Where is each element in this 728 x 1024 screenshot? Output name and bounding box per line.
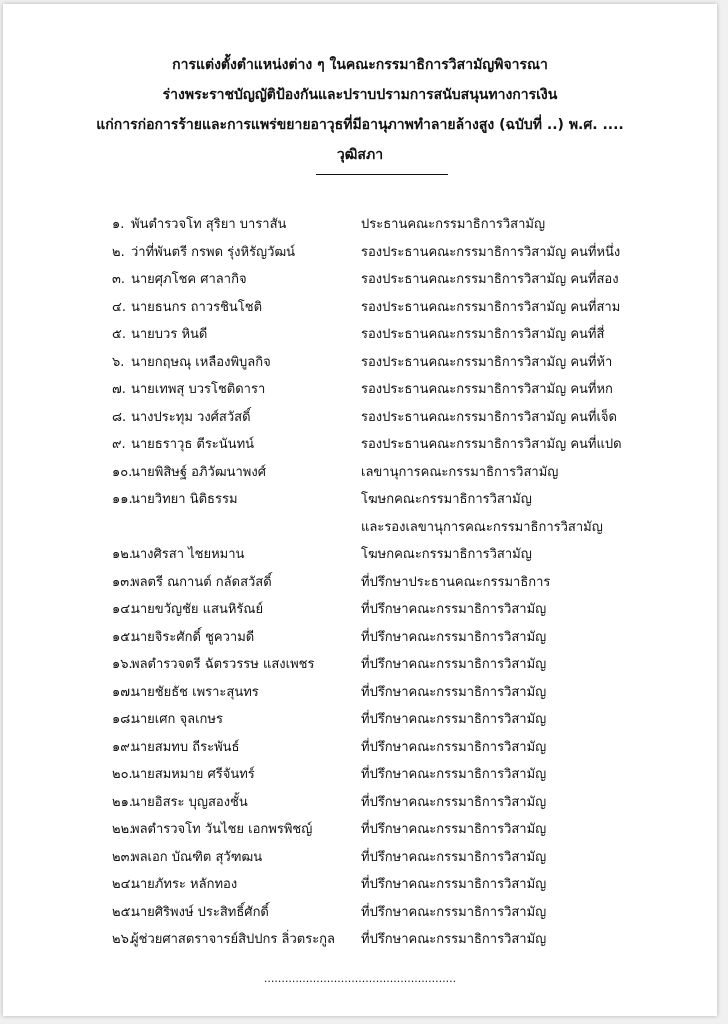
title-line-3: แก่การก่อการร้ายและการแพร่ขยายอาวุธที่มีอานุภาพทำลายล้างสูง (ฉบับที่ ..) พ.ศ. .... bbox=[96, 117, 624, 133]
member-number: ๑. bbox=[112, 217, 125, 232]
member-name: นางประทุม วงศ์สวัสดิ์ bbox=[131, 409, 251, 425]
member-name: นายเศก จุลเกษร bbox=[131, 712, 223, 727]
member-name: นายอิสระ บุญสองชั้น bbox=[131, 794, 248, 810]
member-name: นายเทพสุ บวรโชติดารา bbox=[131, 382, 266, 397]
member-row bbox=[3, 761, 717, 789]
member-row bbox=[3, 376, 717, 404]
member-number: ๑๗. bbox=[112, 684, 135, 700]
member-number: ๑๓. bbox=[112, 574, 134, 590]
member-name: นายภัทระ หลักทอง bbox=[131, 877, 238, 892]
member-row bbox=[3, 266, 717, 294]
member-name: นางศิรสา ไชยหมาน bbox=[131, 547, 245, 562]
member-row bbox=[3, 789, 717, 817]
member-row bbox=[3, 624, 717, 652]
member-row bbox=[3, 459, 717, 487]
member-name: นายชัยธัช เพราะสุนทร bbox=[131, 684, 259, 700]
member-row bbox=[3, 679, 717, 707]
member-row bbox=[3, 651, 717, 679]
member-role: รองประธานคณะกรรมาธิการวิสามัญ คนที่เจ็ด bbox=[361, 409, 617, 425]
member-number: ๒๓. bbox=[112, 849, 134, 865]
member-name: นายวิทยา นิติธรรม bbox=[131, 492, 238, 507]
member-role-secondary: และรองเลขานุการคณะกรรมาธิการวิสามัญ bbox=[361, 519, 603, 535]
member-row bbox=[3, 816, 717, 844]
member-role: รองประธานคณะกรรมาธิการวิสามัญ คนที่สี่ bbox=[361, 327, 605, 342]
member-number: ๒๔. bbox=[112, 877, 135, 892]
member-name: นายธนกร ถาวรชินโชติ bbox=[131, 299, 263, 315]
member-number: ๒๐. bbox=[112, 767, 133, 782]
member-row bbox=[3, 541, 717, 569]
member-role: รองประธานคณะกรรมาธิการวิสามัญ คนที่หก bbox=[361, 382, 613, 397]
member-number: ๑๘. bbox=[112, 712, 135, 727]
document-title bbox=[3, 50, 717, 170]
member-number: ๑๐. bbox=[112, 464, 133, 480]
member-row bbox=[3, 734, 717, 762]
member-row bbox=[3, 431, 717, 459]
member-role: เลขานุการคณะกรรมาธิการวิสามัญ bbox=[361, 464, 559, 480]
member-name: นายกฤษณุ เหลืองพิบูลกิจ bbox=[131, 354, 271, 370]
member-name: นายศุภโชค ศาลากิจ bbox=[131, 272, 247, 287]
member-role: รองประธานคณะกรรมาธิการวิสามัญ คนที่แปด bbox=[361, 437, 622, 452]
member-name: นายธราวุธ ตีระนันทน์ bbox=[131, 437, 255, 452]
member-row bbox=[3, 349, 717, 377]
member-role: รองประธานคณะกรรมาธิการวิสามัญ คนที่ห้า bbox=[361, 354, 613, 370]
member-role: ที่ปรึกษาคณะกรรมาธิการวิสามัญ bbox=[361, 657, 547, 672]
member-row bbox=[3, 899, 717, 927]
member-row-continuation bbox=[3, 514, 717, 542]
title-line-1: การแต่งตั้งตำแหน่งต่าง ๆ ในคณะกรรมาธิการวิสามัญพิจารณา bbox=[172, 57, 548, 73]
member-role: ที่ปรึกษาคณะกรรมาธิการวิสามัญ bbox=[361, 904, 547, 920]
member-role: ที่ปรึกษาคณะกรรมาธิการวิสามัญ bbox=[361, 684, 547, 700]
member-number: ๑๖. bbox=[112, 657, 133, 672]
member-name: พลตรี ณกานต์ กลัดสวัสดิ์ bbox=[131, 574, 272, 590]
member-role: ที่ปรึกษาคณะกรรมาธิการวิสามัญ bbox=[361, 932, 547, 947]
member-number: ๑๔. bbox=[112, 602, 135, 617]
member-number: ๑๑. bbox=[112, 492, 133, 507]
member-row bbox=[3, 596, 717, 624]
member-name: ว่าที่พันตรี กรพด รุ่งหิรัญวัฒน์ bbox=[131, 244, 296, 260]
member-row bbox=[3, 569, 717, 597]
member-row bbox=[3, 844, 717, 872]
document-page bbox=[3, 4, 717, 1016]
member-name: นายบวร หินดี bbox=[131, 327, 208, 342]
member-role: ที่ปรึกษาคณะกรรมาธิการวิสามัญ bbox=[361, 602, 547, 617]
member-name: นายจิระศักดิ์ ชูความดี bbox=[131, 629, 255, 645]
member-role: ที่ปรึกษาคณะกรรมาธิการวิสามัญ bbox=[361, 822, 547, 837]
member-number: ๔. bbox=[112, 299, 126, 315]
member-number: ๒. bbox=[112, 244, 125, 260]
member-row bbox=[3, 239, 717, 267]
member-name: นายพิสิษฐ์ อภิวัฒนาพงศ์ bbox=[131, 464, 266, 480]
member-list bbox=[3, 211, 717, 954]
member-name: นายขวัญชัย แสนหิรัณย์ bbox=[131, 602, 264, 617]
member-row bbox=[3, 926, 717, 954]
footer-dots: ....................................................... bbox=[263, 972, 457, 985]
member-row bbox=[3, 706, 717, 734]
member-role: ที่ปรึกษาคณะกรรมาธิการวิสามัญ bbox=[361, 767, 547, 782]
member-name: พลเอก บัณฑิต สุวัฑฒน bbox=[131, 849, 263, 865]
member-role: รองประธานคณะกรรมาธิการวิสามัญ คนที่สาม bbox=[361, 299, 621, 315]
member-number: ๒๕. bbox=[112, 904, 135, 920]
member-role: ที่ปรึกษาคณะกรรมาธิการวิสามัญ bbox=[361, 739, 547, 755]
title-line-2: ร่างพระราชบัญญัติป้องกันและปราบปรามการสนับสนุนทางการเงิน bbox=[162, 87, 558, 103]
member-name: พลตำรวจตรี ฉัตรวรรษ แสงเพชร bbox=[131, 657, 315, 672]
member-row bbox=[3, 486, 717, 514]
member-number: ๒๒. bbox=[112, 822, 134, 837]
member-name: พลตำรวจโท วันไชย เอกพรพิชญ์ bbox=[131, 822, 313, 837]
member-number: ๗. bbox=[112, 382, 126, 397]
member-role: ที่ปรึกษาคณะกรรมาธิการวิสามัญ bbox=[361, 629, 547, 645]
member-number: ๘. bbox=[112, 409, 127, 425]
member-name: นายสมหมาย ศรีจันทร์ bbox=[131, 767, 255, 782]
member-number: ๑๙. bbox=[112, 739, 134, 755]
member-role: รองประธานคณะกรรมาธิการวิสามัญ คนที่สอง bbox=[361, 272, 619, 287]
member-number: ๒๑. bbox=[112, 794, 133, 810]
member-role: โฆษกคณะกรรมาธิการวิสามัญ bbox=[361, 492, 532, 507]
member-role: รองประธานคณะกรรมาธิการวิสามัญ คนที่หนึ่ง bbox=[361, 244, 621, 260]
member-role: โฆษกคณะกรรมาธิการวิสามัญ bbox=[361, 547, 532, 562]
member-number: ๑๒. bbox=[112, 547, 133, 562]
title-line-4: วุฒิสภา bbox=[336, 147, 384, 163]
title-divider bbox=[316, 174, 448, 175]
member-row bbox=[3, 404, 717, 432]
member-number: ๓. bbox=[112, 272, 126, 287]
member-row bbox=[3, 211, 717, 239]
member-role: ที่ปรึกษาคณะกรรมาธิการวิสามัญ bbox=[361, 877, 547, 892]
member-row bbox=[3, 321, 717, 349]
member-name: นายศิริพงษ์ ประสิทธิ์ศักดิ์ bbox=[131, 904, 269, 920]
member-name: นายสมทบ ถีระพันธ์ bbox=[131, 739, 240, 755]
member-number: ๙. bbox=[112, 437, 126, 452]
member-row bbox=[3, 871, 717, 899]
member-number: ๒๖. bbox=[112, 932, 133, 947]
member-role: ที่ปรึกษาคณะกรรมาธิการวิสามัญ bbox=[361, 794, 547, 810]
member-role: ที่ปรึกษาคณะกรรมาธิการวิสามัญ bbox=[361, 849, 547, 865]
member-role: ที่ปรึกษาประธานคณะกรรมาธิการ bbox=[361, 574, 551, 590]
member-row bbox=[3, 294, 717, 322]
member-role: ที่ปรึกษาคณะกรรมาธิการวิสามัญ bbox=[361, 712, 547, 727]
member-number: ๑๕. bbox=[112, 629, 135, 645]
member-name: พันตำรวจโท สุริยา บาราสัน bbox=[131, 217, 287, 232]
member-name: ผู้ช่วยศาสตราจารย์สิปปกร ลิ่วตระกูล bbox=[131, 932, 336, 947]
member-number: ๕. bbox=[112, 327, 126, 342]
member-number: ๖. bbox=[112, 354, 125, 370]
member-role: ประธานคณะกรรมาธิการวิสามัญ bbox=[361, 217, 546, 232]
